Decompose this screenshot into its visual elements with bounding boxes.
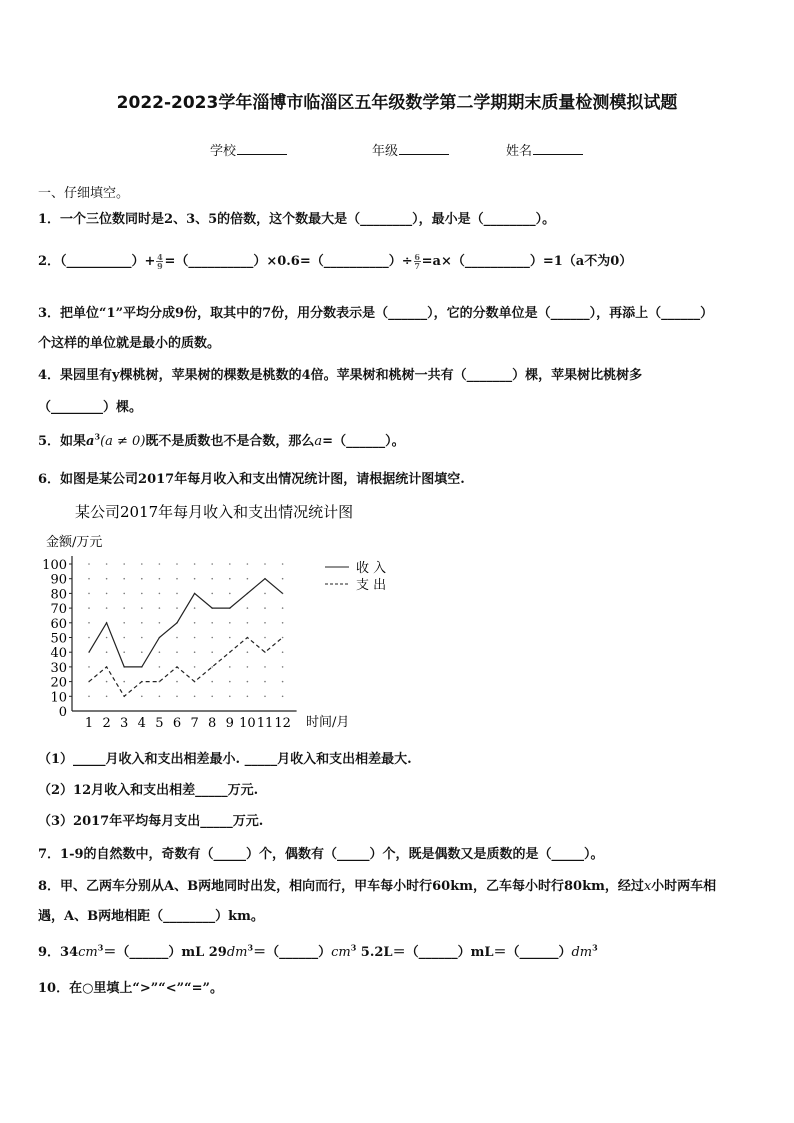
grid-dot xyxy=(176,563,178,565)
name-label: 姓名 xyxy=(506,144,533,159)
question-6-sub3: （3）2017年平均每月支出_____万元. xyxy=(38,814,264,829)
grid-dot xyxy=(88,637,90,639)
grid-dot xyxy=(159,563,161,565)
grid-dot xyxy=(194,563,196,565)
x-tick-label: 6 xyxy=(172,716,182,731)
y-tick-label: 90 xyxy=(50,572,67,588)
x-tick-label: 10 xyxy=(239,716,256,731)
income-expense-line-chart xyxy=(38,500,418,735)
y-axis-label: 金额/万元 xyxy=(46,535,103,550)
section-heading: 一、仔细填空。 xyxy=(38,186,130,201)
grid-dot xyxy=(141,607,143,609)
x-tick-label: 7 xyxy=(190,716,199,731)
question-8-line1: 8．甲、乙两车分别从A、B两地同时出发，相向而行，甲车每小时行60km，乙车每小时行80km，经过x小时两车相 xyxy=(38,879,717,894)
grid-dot xyxy=(194,651,196,653)
grid-dot xyxy=(176,696,178,698)
grid-dot xyxy=(159,607,161,609)
question-4-line1: 4．果园里有y棵桃树，苹果树的棵数是桃数的4倍。苹果树和桃树一共有（_______）棵，苹果树比桃树多 xyxy=(38,368,643,383)
grid-dot xyxy=(123,637,125,639)
grid-dot xyxy=(247,607,249,609)
grid-dot xyxy=(159,696,161,698)
grid-dot xyxy=(229,593,231,595)
grid-dot xyxy=(141,651,143,653)
grid-dot xyxy=(264,696,266,698)
grid-dot xyxy=(282,637,284,639)
y-tick-label: 10 xyxy=(50,690,67,706)
question-6-sub1: （1）_____月收入和支出相差最小. _____月收入和支出相差最大. xyxy=(38,752,412,767)
question-10: 10．在○里填上“>”“<”“=”。 xyxy=(38,981,223,996)
grid-dot xyxy=(194,666,196,668)
grid-dot xyxy=(106,637,108,639)
grid-dot xyxy=(247,681,249,683)
grid-dot xyxy=(176,651,178,653)
grid-dot xyxy=(264,622,266,624)
x-tick-label: 1 xyxy=(84,716,94,731)
grid-dot xyxy=(247,666,249,668)
grid-dot xyxy=(88,696,90,698)
grid-dot xyxy=(282,651,284,653)
grid-dot xyxy=(229,696,231,698)
grid-dot xyxy=(264,666,266,668)
question-6-sub2: （2）12月收入和支出相差_____万元. xyxy=(38,783,259,798)
question-2: 2．（__________）+ $\frac{4}{9}$ =（__________）×0.6=（__________）÷ $\frac{6}{7}$ =a×（__________）=1（a不为0） xyxy=(38,252,633,271)
grid-dot xyxy=(211,666,213,668)
x-tick-label: 4 xyxy=(137,716,146,731)
grid-dot xyxy=(247,622,249,624)
grade-label: 年级 xyxy=(372,144,399,159)
grid-dot xyxy=(88,607,90,609)
grid-dot xyxy=(194,622,196,624)
grid-dot xyxy=(247,563,249,565)
grid-dot xyxy=(247,651,249,653)
grid-dot xyxy=(106,578,108,580)
name-blank[interactable] xyxy=(533,142,583,155)
x-tick-label: 3 xyxy=(120,716,129,731)
grade-field xyxy=(372,140,449,159)
grid-dot xyxy=(106,607,108,609)
x-tick-label: 11 xyxy=(256,716,274,731)
grade-blank[interactable] xyxy=(399,142,449,155)
y-tick-label: 0 xyxy=(58,705,67,720)
school-field xyxy=(210,140,287,159)
x-tick-label: 5 xyxy=(155,716,164,731)
question-4-line2: （________）棵。 xyxy=(38,400,143,415)
grid-dot xyxy=(264,637,266,639)
grid-dot xyxy=(159,666,161,668)
grid-dot xyxy=(211,622,213,624)
y-tick-label: 80 xyxy=(50,587,67,603)
chart-title: 某公司2017年每月收入和支出情况统计图 xyxy=(75,503,354,521)
grid-dot xyxy=(106,651,108,653)
question-3-line1: 3．把单位“1”平均分成9份，取其中的7份，用分数表示是（______），它的分数单位是（______），再添上（______） xyxy=(38,306,714,321)
grid-dot xyxy=(159,651,161,653)
grid-dot xyxy=(247,578,249,580)
grid-dot xyxy=(282,666,284,668)
grid-dot xyxy=(282,696,284,698)
question-6: 6．如图是某公司2017年每月收入和支出情况统计图，请根据统计图填空. xyxy=(38,472,465,487)
grid-dot xyxy=(211,593,213,595)
grid-dot xyxy=(123,622,125,624)
chart-axes xyxy=(72,556,297,711)
grid-dot xyxy=(159,578,161,580)
y-tick-label: 70 xyxy=(50,602,67,618)
grid-dot xyxy=(211,681,213,683)
grid-dot xyxy=(159,622,161,624)
chart-legend xyxy=(325,560,386,593)
question-7: 7．1-9的自然数中，奇数有（_____）个，偶数有（_____）个，既是偶数又是质数的是（_____）。 xyxy=(38,847,604,862)
school-blank[interactable] xyxy=(237,142,287,155)
grid-dot xyxy=(282,607,284,609)
grid-dot xyxy=(229,563,231,565)
grid-dot xyxy=(123,563,125,565)
grid-dot xyxy=(176,681,178,683)
grid-dot xyxy=(247,696,249,698)
grid-dot xyxy=(229,578,231,580)
series-line-expense xyxy=(89,638,283,697)
x-tick-label: 8 xyxy=(208,716,217,731)
grid-dot xyxy=(141,563,143,565)
grid-dot xyxy=(141,578,143,580)
grid-dot xyxy=(141,593,143,595)
grid-dot xyxy=(229,681,231,683)
grid-dot xyxy=(211,578,213,580)
x-tick-label: 2 xyxy=(102,716,111,731)
page-title: 2022-2023学年淄博市临淄区五年级数学第二学期期末质量检测模拟试题 xyxy=(116,93,678,113)
name-field xyxy=(506,140,583,159)
school-label: 学校 xyxy=(210,144,237,159)
chart-series xyxy=(89,579,283,697)
grid-dot xyxy=(141,622,143,624)
grid-dot xyxy=(264,607,266,609)
grid-dot xyxy=(88,666,90,668)
grid-dot xyxy=(194,607,196,609)
grid-dot xyxy=(194,637,196,639)
grid-dot xyxy=(282,563,284,565)
grid-dot xyxy=(194,696,196,698)
grid-dot xyxy=(176,637,178,639)
grid-dot xyxy=(176,578,178,580)
grid-dot xyxy=(211,651,213,653)
question-8-line2: 遇，A、B两地相距（________）km。 xyxy=(38,909,264,924)
y-tick-label: 60 xyxy=(50,616,67,632)
grid-dot xyxy=(141,637,143,639)
grid-dot xyxy=(123,578,125,580)
grid-dot xyxy=(194,578,196,580)
y-tick-label: 100 xyxy=(42,558,67,573)
legend-label: 收 入 xyxy=(356,561,387,576)
x-tick-label: 12 xyxy=(274,716,291,731)
question-1: 1．一个三位数同时是2、3、5的倍数，这个数最大是（________），最小是（________）。 xyxy=(38,212,556,227)
grid-dot xyxy=(106,563,108,565)
grid-dot xyxy=(106,696,108,698)
grid-dot xyxy=(123,593,125,595)
grid-dot xyxy=(211,696,213,698)
series-line-income xyxy=(89,579,283,667)
question-3-line2: 个这样的单位就是最小的质数。 xyxy=(38,336,221,351)
y-tick-label: 20 xyxy=(50,675,67,691)
grid-dot xyxy=(123,607,125,609)
grid-dot xyxy=(229,637,231,639)
fraction-4-9: $\frac{4}{9}$ xyxy=(157,252,163,271)
grid-dot xyxy=(211,637,213,639)
grid-dot xyxy=(264,681,266,683)
grid-dot xyxy=(88,593,90,595)
chart-grid xyxy=(69,563,283,697)
grid-dot xyxy=(123,651,125,653)
fraction-6-7: $\frac{6}{7}$ xyxy=(414,252,420,271)
question-5: 5．如果$a^3(a \ne 0)$既不是质数也不是合数，那么a=（______）。 xyxy=(38,431,405,449)
grid-dot xyxy=(176,607,178,609)
question-9: 9．$34cm^3=(\_\_\_\_\_\_)mL$ $29dm^3=(\_\_\_\_\_\_)cm^3$ $5.2L=(\_\_\_\_\_\_)mL=(\_\_\_\_\_\_)dm^3$ xyxy=(38,942,598,960)
y-tick-label: 30 xyxy=(50,660,67,676)
grid-dot xyxy=(229,666,231,668)
grid-dot xyxy=(282,681,284,683)
y-tick-label: 50 xyxy=(50,631,67,647)
grid-dot xyxy=(282,578,284,580)
grid-dot xyxy=(106,681,108,683)
grid-dot xyxy=(88,563,90,565)
grid-dot xyxy=(264,593,266,595)
grid-dot xyxy=(211,563,213,565)
grid-dot xyxy=(159,593,161,595)
grid-dot xyxy=(141,696,143,698)
grid-dot xyxy=(282,622,284,624)
grid-dot xyxy=(176,593,178,595)
grid-dot xyxy=(123,681,125,683)
x-axis-label: 时间/月 xyxy=(306,715,350,730)
legend-label: 支 出 xyxy=(356,578,387,593)
grid-dot xyxy=(264,563,266,565)
grid-dot xyxy=(88,578,90,580)
y-tick-label: 40 xyxy=(50,646,67,662)
grid-dot xyxy=(229,622,231,624)
x-ticks xyxy=(85,716,291,731)
x-tick-label: 9 xyxy=(225,716,234,731)
y-ticks xyxy=(42,558,67,720)
grid-dot xyxy=(106,593,108,595)
grid-dot xyxy=(88,622,90,624)
